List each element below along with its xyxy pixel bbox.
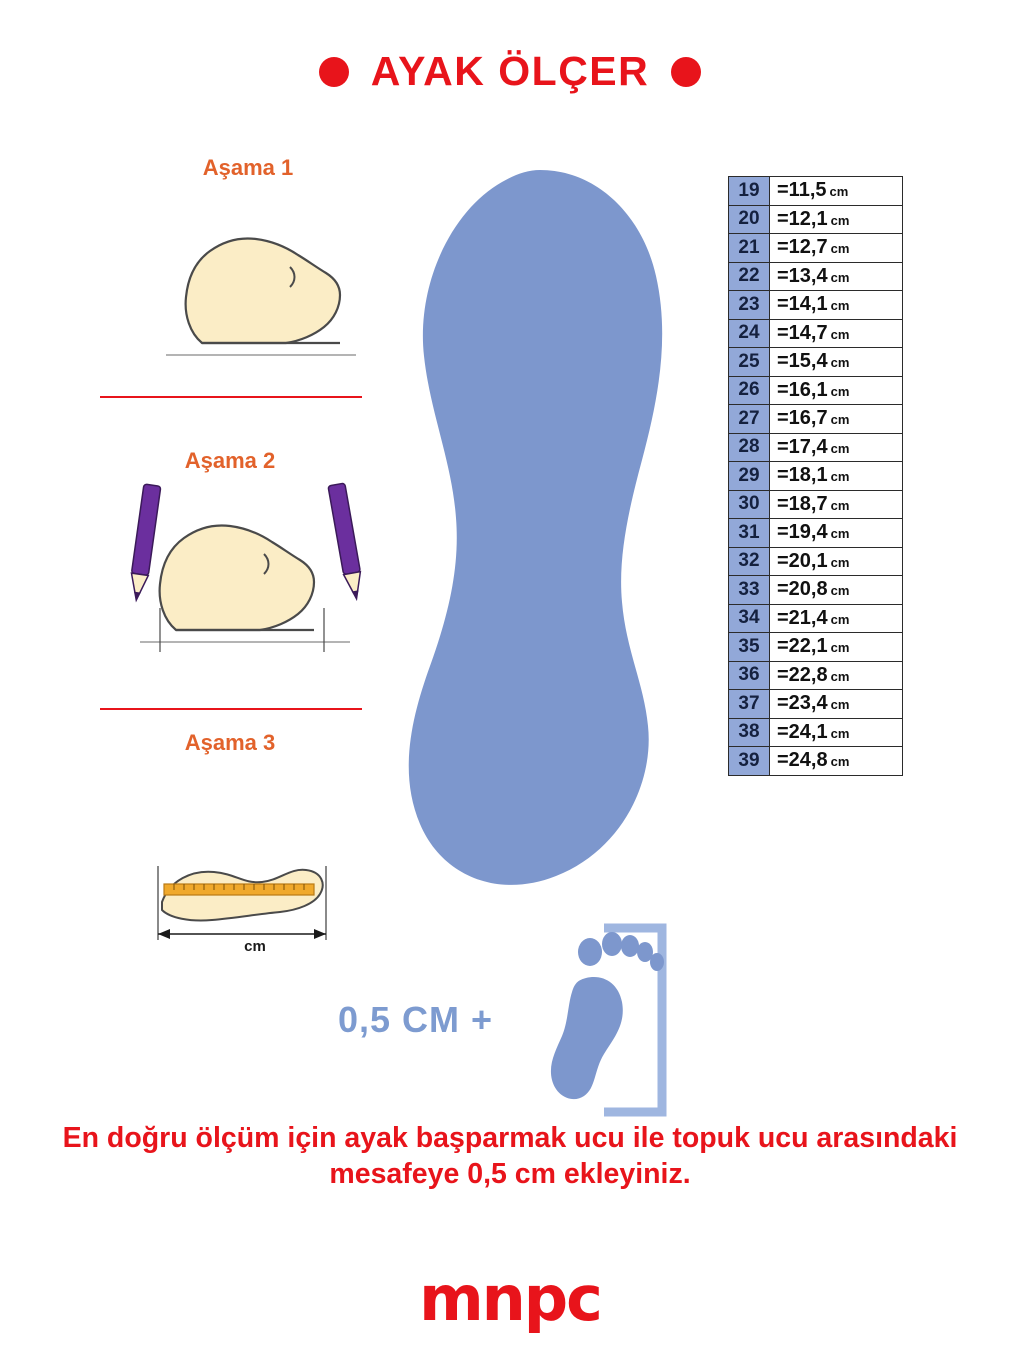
length-cell: [770, 490, 903, 519]
size-cell: 35: [729, 633, 770, 662]
size-cell: 19: [729, 177, 770, 206]
length-unit: cm: [830, 241, 850, 257]
stage-3-unit-caption: cm: [244, 938, 266, 955]
size-cell: 30: [729, 490, 770, 519]
length-value: =22,1: [777, 635, 828, 658]
length-unit: cm: [830, 497, 850, 513]
length-cell: [770, 576, 903, 605]
table-row: [729, 177, 903, 206]
length-value: =18,7: [777, 492, 828, 515]
shoe-sole-illustration: [390, 160, 690, 905]
title-text: AYAK ÖLÇER: [370, 48, 650, 94]
length-value: =15,4: [777, 350, 828, 373]
length-cell: [770, 348, 903, 377]
length-value: =12,1: [777, 207, 828, 230]
title-right-dot-icon: [671, 57, 701, 87]
length-cell: [770, 690, 903, 719]
length-unit: cm: [830, 526, 850, 542]
table-row: [729, 519, 903, 548]
length-value: =19,4: [777, 521, 828, 544]
length-value: =11,5: [777, 179, 827, 202]
table-row: [729, 262, 903, 291]
length-value: =14,1: [777, 293, 828, 316]
length-cell: [770, 661, 903, 690]
length-cell: [770, 547, 903, 576]
length-value: =24,1: [777, 720, 828, 743]
length-value: =16,1: [777, 378, 828, 401]
length-value: =13,4: [777, 264, 828, 287]
length-cell: [770, 234, 903, 263]
stage-3-label: Aşama 3: [184, 730, 276, 755]
stage-2-label: Aşama 2: [184, 448, 276, 473]
length-cell: [770, 376, 903, 405]
length-unit: cm: [830, 754, 850, 770]
footprint-badge-icon: [544, 920, 674, 1125]
stage-1-foot-illustration: [140, 215, 370, 380]
size-cell: 29: [729, 462, 770, 491]
length-value: =23,4: [777, 692, 828, 715]
table-row: [729, 319, 903, 348]
measurement-note: En doğru ölçüm için ayak başparmak ucu ile topuk ucu arasındaki mesafeye 0,5 cm ekleyiniz.: [62, 1122, 958, 1191]
length-cell: [770, 633, 903, 662]
size-cell: 25: [729, 348, 770, 377]
length-value: =20,1: [777, 549, 828, 572]
table-row: [729, 490, 903, 519]
table-row: [729, 576, 903, 605]
table-row: [729, 718, 903, 747]
length-cell: [770, 604, 903, 633]
size-cell: 36: [729, 661, 770, 690]
length-unit: cm: [829, 184, 849, 200]
length-value: =22,8: [777, 663, 828, 686]
size-cell: 20: [729, 205, 770, 234]
length-cell: [770, 462, 903, 491]
table-row: [729, 690, 903, 719]
stage-divider-1: [100, 396, 362, 398]
size-cell: 37: [729, 690, 770, 719]
size-cell: 33: [729, 576, 770, 605]
brand-logo-text: mnpc: [419, 1262, 601, 1335]
size-cell: 26: [729, 376, 770, 405]
length-cell: [770, 319, 903, 348]
length-unit: cm: [830, 697, 850, 713]
length-value: =17,4: [777, 435, 828, 458]
length-unit: cm: [830, 355, 850, 371]
stage-1-label: Aşama 1: [202, 155, 294, 180]
table-row: [729, 291, 903, 320]
length-unit: cm: [830, 440, 850, 456]
size-cell: 34: [729, 604, 770, 633]
length-value: =21,4: [777, 606, 828, 629]
table-row: [729, 433, 903, 462]
size-cell: 28: [729, 433, 770, 462]
length-unit: cm: [830, 583, 850, 599]
length-value: =14,7: [777, 321, 828, 344]
size-cell: 23: [729, 291, 770, 320]
brand-logo: [0, 1262, 1020, 1335]
length-cell: [770, 405, 903, 434]
size-cell: 21: [729, 234, 770, 263]
length-cell: [770, 519, 903, 548]
size-cell: 27: [729, 405, 770, 434]
length-cell: [770, 433, 903, 462]
table-row: [729, 348, 903, 377]
length-unit: cm: [830, 554, 850, 570]
length-cell: [770, 262, 903, 291]
length-unit: cm: [830, 469, 850, 485]
length-unit: cm: [830, 611, 850, 627]
size-cell: 38: [729, 718, 770, 747]
table-row: [729, 376, 903, 405]
size-cell: 31: [729, 519, 770, 548]
length-value: =24,8: [777, 749, 828, 772]
size-cell: 32: [729, 547, 770, 576]
length-cell: [770, 177, 903, 206]
size-cell: 39: [729, 747, 770, 776]
length-unit: cm: [830, 668, 850, 684]
length-unit: cm: [830, 298, 850, 314]
length-unit: cm: [830, 269, 850, 285]
length-cell: [770, 718, 903, 747]
half-cm-label: 0,5 CM +: [338, 999, 494, 1040]
length-unit: cm: [830, 640, 850, 656]
length-unit: cm: [830, 212, 850, 228]
length-cell: [770, 747, 903, 776]
table-row: [729, 547, 903, 576]
table-row: [729, 462, 903, 491]
table-row: [729, 604, 903, 633]
length-value: =16,7: [777, 407, 828, 430]
length-value: =20,8: [777, 578, 828, 601]
table-row: [729, 234, 903, 263]
length-unit: cm: [830, 725, 850, 741]
title-left-dot-icon: [319, 57, 349, 87]
length-cell: [770, 291, 903, 320]
table-row: [729, 633, 903, 662]
length-unit: cm: [830, 412, 850, 428]
table-row: [729, 205, 903, 234]
stage-divider-2: [100, 708, 362, 710]
length-value: =12,7: [777, 236, 828, 259]
length-value: =18,1: [777, 464, 828, 487]
table-row: [729, 405, 903, 434]
table-row: [729, 661, 903, 690]
length-unit: cm: [830, 383, 850, 399]
size-cell: 24: [729, 319, 770, 348]
page-title: [0, 48, 1020, 95]
length-cell: [770, 205, 903, 234]
size-conversion-table: [728, 176, 903, 776]
table-row: [729, 747, 903, 776]
length-unit: cm: [830, 326, 850, 342]
stage-2-foot-pencils-illustration: [118, 480, 368, 675]
size-cell: 22: [729, 262, 770, 291]
